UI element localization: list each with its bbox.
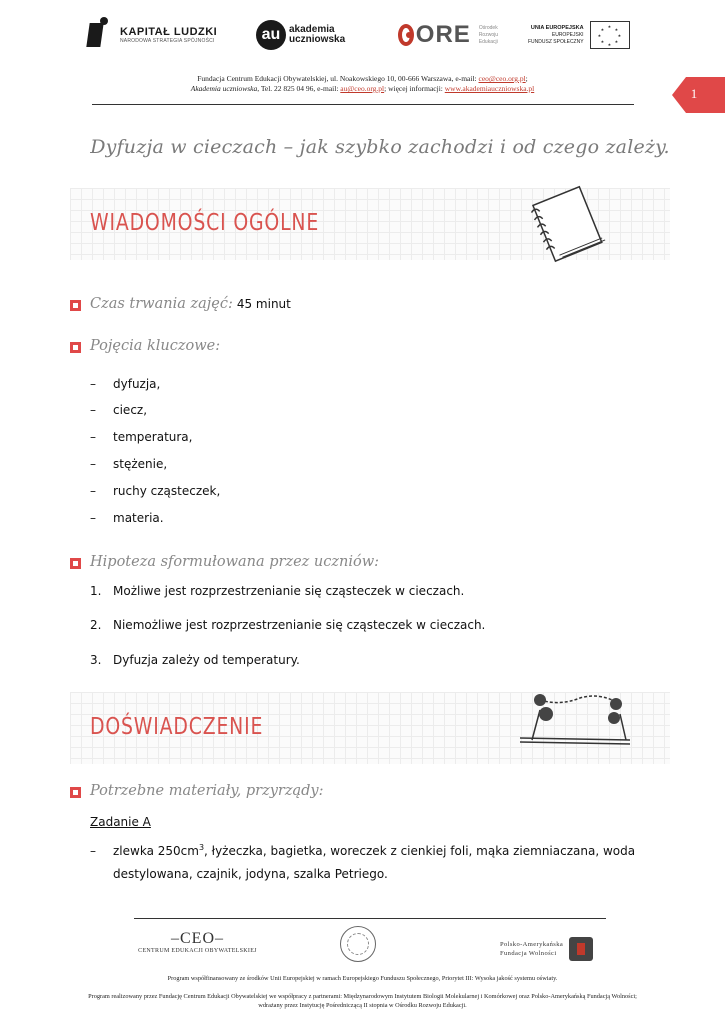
footer-line2: Program realizowany przez Fundację Centrum Edukacji Obywatelskiej we współpracy z partnerami: Międzynarodowym Instytutem Biologii Molekularnej i Komórkowej oraz Polsko-Amerykańską Fundacją Wolności; [88, 993, 637, 1000]
akademia-line1: akademia [289, 24, 335, 35]
contact-tel: , Tel. 22 825 04 96, e-mail: [257, 84, 341, 93]
ore-line2: Rozwoju [478, 31, 498, 38]
contact-more: ; więcej informacji: [384, 84, 445, 93]
header-divider [92, 104, 634, 105]
dash-marker: – [90, 484, 96, 498]
list-item [90, 484, 220, 498]
ore-line3: Edukacji [478, 38, 498, 45]
akademia-name: Akademia uczniowska [190, 84, 258, 93]
duration-row [90, 296, 291, 312]
hypothesis-text: Możliwe jest rozprzestrzenianie się cząsteczek w cieczach. [113, 584, 465, 598]
institute-seal-icon [340, 926, 376, 962]
materials-sup: 3 [198, 843, 205, 852]
lab-apparatus-icon [510, 688, 640, 762]
page-number: 1 [690, 86, 698, 101]
materials-line2: destylowana, czajnik, jodyna, szalka Petriego. [113, 867, 388, 881]
bullet-icon [70, 558, 81, 569]
kapital-ludzki-subtitle: NARODOWA STRATEGIA SPÓJNOŚCI [120, 38, 215, 44]
ceo-logo-mark: –CEO– [171, 930, 224, 947]
ore-mark: ORE [415, 21, 471, 48]
contact-info [90, 74, 635, 94]
item-number: 3. [90, 653, 102, 667]
ceo-logo [135, 930, 260, 960]
list-item [90, 618, 485, 632]
section-banner-experiment [70, 692, 670, 764]
task-a-label: Zadanie A [90, 815, 151, 829]
bullet-icon [70, 342, 81, 353]
section-banner-general [70, 188, 670, 260]
ue-logo [528, 10, 648, 60]
contact-line1-suffix: ; [525, 74, 528, 83]
ue-line2: EUROPEJSKI [551, 31, 584, 38]
contact-line2 [90, 84, 635, 94]
akademia-line2: uczniowska [289, 34, 346, 45]
dash-marker: – [90, 511, 96, 525]
dash-marker: – [90, 457, 96, 471]
ceo-email-link[interactable]: ceo@ceo.org.pl [478, 74, 526, 83]
dash-marker: – [90, 844, 96, 858]
kapital-ludzki-logo [88, 10, 218, 60]
page-title: Dyfuzja w cieczach – jak szybko zachodzi i od czego zależy. [90, 136, 670, 158]
concept-text: materia. [113, 511, 164, 525]
ue-line1: UNIA EUROPEJSKA [530, 24, 584, 31]
materials-b: , łyżeczka, bagietka, woreczek z cienkiej foli, mąka ziemniaczana, woda [204, 844, 636, 858]
bullet-icon [70, 787, 81, 798]
banner-title-general: WIADOMOŚCI OGÓLNE [90, 210, 320, 236]
paf-logo [500, 934, 620, 964]
kapital-ludzki-figure-icon [88, 17, 114, 53]
hypothesis-text: Niemożliwe jest rozprzestrzenianie się cząsteczek w cieczach. [113, 618, 486, 632]
item-number: 1. [90, 584, 102, 598]
list-item [90, 653, 300, 667]
list-item [90, 430, 192, 444]
concepts-label: Pojęcia kluczowe: [90, 338, 221, 354]
list-item [90, 511, 164, 525]
eu-flag-icon: ★ ★ ★ ★ ★ ★ ★ ★ [590, 21, 630, 49]
materials-line1 [90, 843, 635, 858]
footer-line3: wdrażany przez Instytucję Pośredniczącą II stopnia w Ośrodku Rozwoju Edukacji. [258, 1002, 467, 1009]
footer-divider [134, 918, 606, 919]
duration-value: 45 minut [236, 297, 291, 311]
list-item [90, 377, 160, 391]
akademia-uczniowska-logo [256, 10, 346, 60]
hypothesis-text: Dyfuzja zależy od temperatury. [113, 653, 300, 667]
ue-line3: FUNDUSZ SPOŁECZNY [528, 38, 584, 45]
contact-line1 [90, 74, 635, 84]
concept-text: ciecz, [113, 403, 148, 417]
list-item [90, 457, 167, 471]
contact-line1-prefix: Fundacja Centrum Edukacji Obywatelskiej, ul. Noakowskiego 10, 00-666 Warszawa, e-mail: [197, 74, 479, 83]
concept-text: temperatura, [113, 430, 193, 444]
list-item [90, 403, 147, 417]
list-item [90, 584, 464, 598]
paf-line1: Polsko-Amerykańska [500, 941, 564, 948]
concept-text: dyfuzja, [113, 377, 161, 391]
au-mark: au [256, 20, 286, 50]
duration-label: Czas trwania zajęć: [90, 296, 233, 312]
item-number: 2. [90, 618, 102, 632]
ore-ring-icon [398, 24, 414, 46]
ore-line1: Ośrodek [478, 24, 498, 31]
au-email-link[interactable]: au@ceo.org.pl [340, 84, 385, 93]
ceo-logo-text: CENTRUM EDUKACJI OBYWATELSKIEJ [138, 948, 257, 954]
dash-marker: – [90, 403, 96, 417]
kapital-ludzki-title: KAPITAŁ LUDZKI [120, 26, 218, 38]
akademia-url-link[interactable]: www.akademiauczniowska.pl [444, 84, 535, 93]
concept-text: ruchy cząsteczek, [113, 484, 221, 498]
banner-title-experiment: DOŚWIADCZENIE [90, 714, 264, 740]
header-logos [88, 10, 648, 60]
paf-line2: Fundacja Wolności [500, 950, 557, 957]
notebook-icon [522, 182, 612, 264]
dash-marker: – [90, 430, 96, 444]
paf-mark-icon [569, 937, 593, 961]
ore-logo [398, 10, 498, 60]
hypothesis-label: Hipoteza sformułowana przez uczniów: [90, 554, 380, 570]
bullet-icon [70, 300, 81, 311]
concept-text: stężenie, [113, 457, 168, 471]
footer-line1: Program współfinansowany ze środków Unii Europejskiej w ramach Europejskiego Funduszu Społecznego, Priorytet III: Wysoka jakość systemu oświaty. [167, 975, 558, 982]
materials-a: zlewka 250cm [113, 844, 199, 858]
dash-marker: – [90, 377, 96, 391]
materials-label: Potrzebne materiały, przyrządy: [90, 783, 324, 799]
